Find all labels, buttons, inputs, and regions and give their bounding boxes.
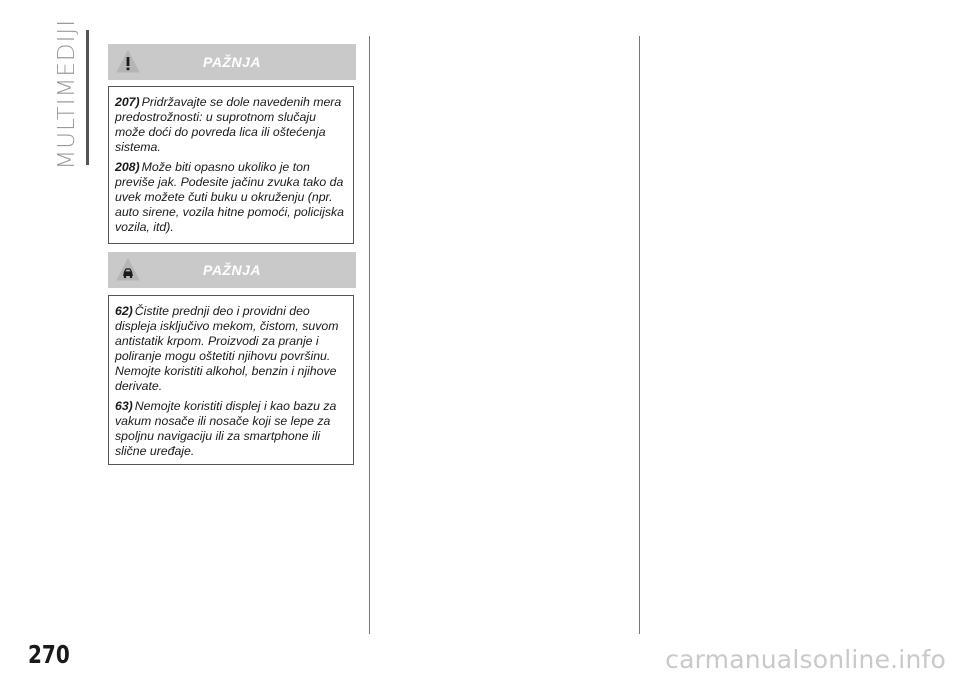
column-divider [369,36,370,634]
warning-title: PAŽNJA [203,54,261,70]
note-number: 208) [115,160,140,174]
note-text: Čistite prednji deo i providni deo displeja isključivo mekom, čistom, suvom antistatik krpom. Proizvodi za pranje i poliranje mogu oštetiti njihovu površinu. Nemojte koristiti alkohol, benzin i njihove derivate. [115,304,339,393]
warning-note [115,304,349,394]
watermark: carmanualsonline.info [665,645,946,674]
note-text: Nemojte koristiti displej i kao bazu za vakum nosače ili nosače koji se lepe za spoljnu navigaciju ili za smartphone ili slične uređaje. [115,399,337,458]
section-tab-bar [86,30,89,165]
page-number: 270 [28,640,70,669]
warning-header [108,252,356,288]
warning-title: PAŽNJA [203,262,261,278]
warning-note [115,160,349,235]
column-divider [639,36,640,634]
warning-note [115,399,349,459]
warning-box [108,86,354,244]
section-tab-label: MULTIMEDIJI [54,19,80,170]
warning-note [115,95,349,155]
note-text: Može biti opasno ukoliko je ton previše jak. Podesite jačinu zvuka tako da uvek možete čuti buku u okruženju (npr. auto sirene, vozila hitne pomoći, policijska vozila, itd). [115,160,344,234]
note-number: 207) [115,95,140,109]
note-text: Pridržavajte se dole navedenih mera predostrožnosti: u suprotnom slučaju može doći do povreda lica ili oštećenja sistema. [115,95,342,154]
warning-header [108,44,356,80]
section-tab [52,19,82,170]
note-number: 63) [115,399,133,413]
note-number: 62) [115,304,133,318]
warning-box [108,295,354,465]
